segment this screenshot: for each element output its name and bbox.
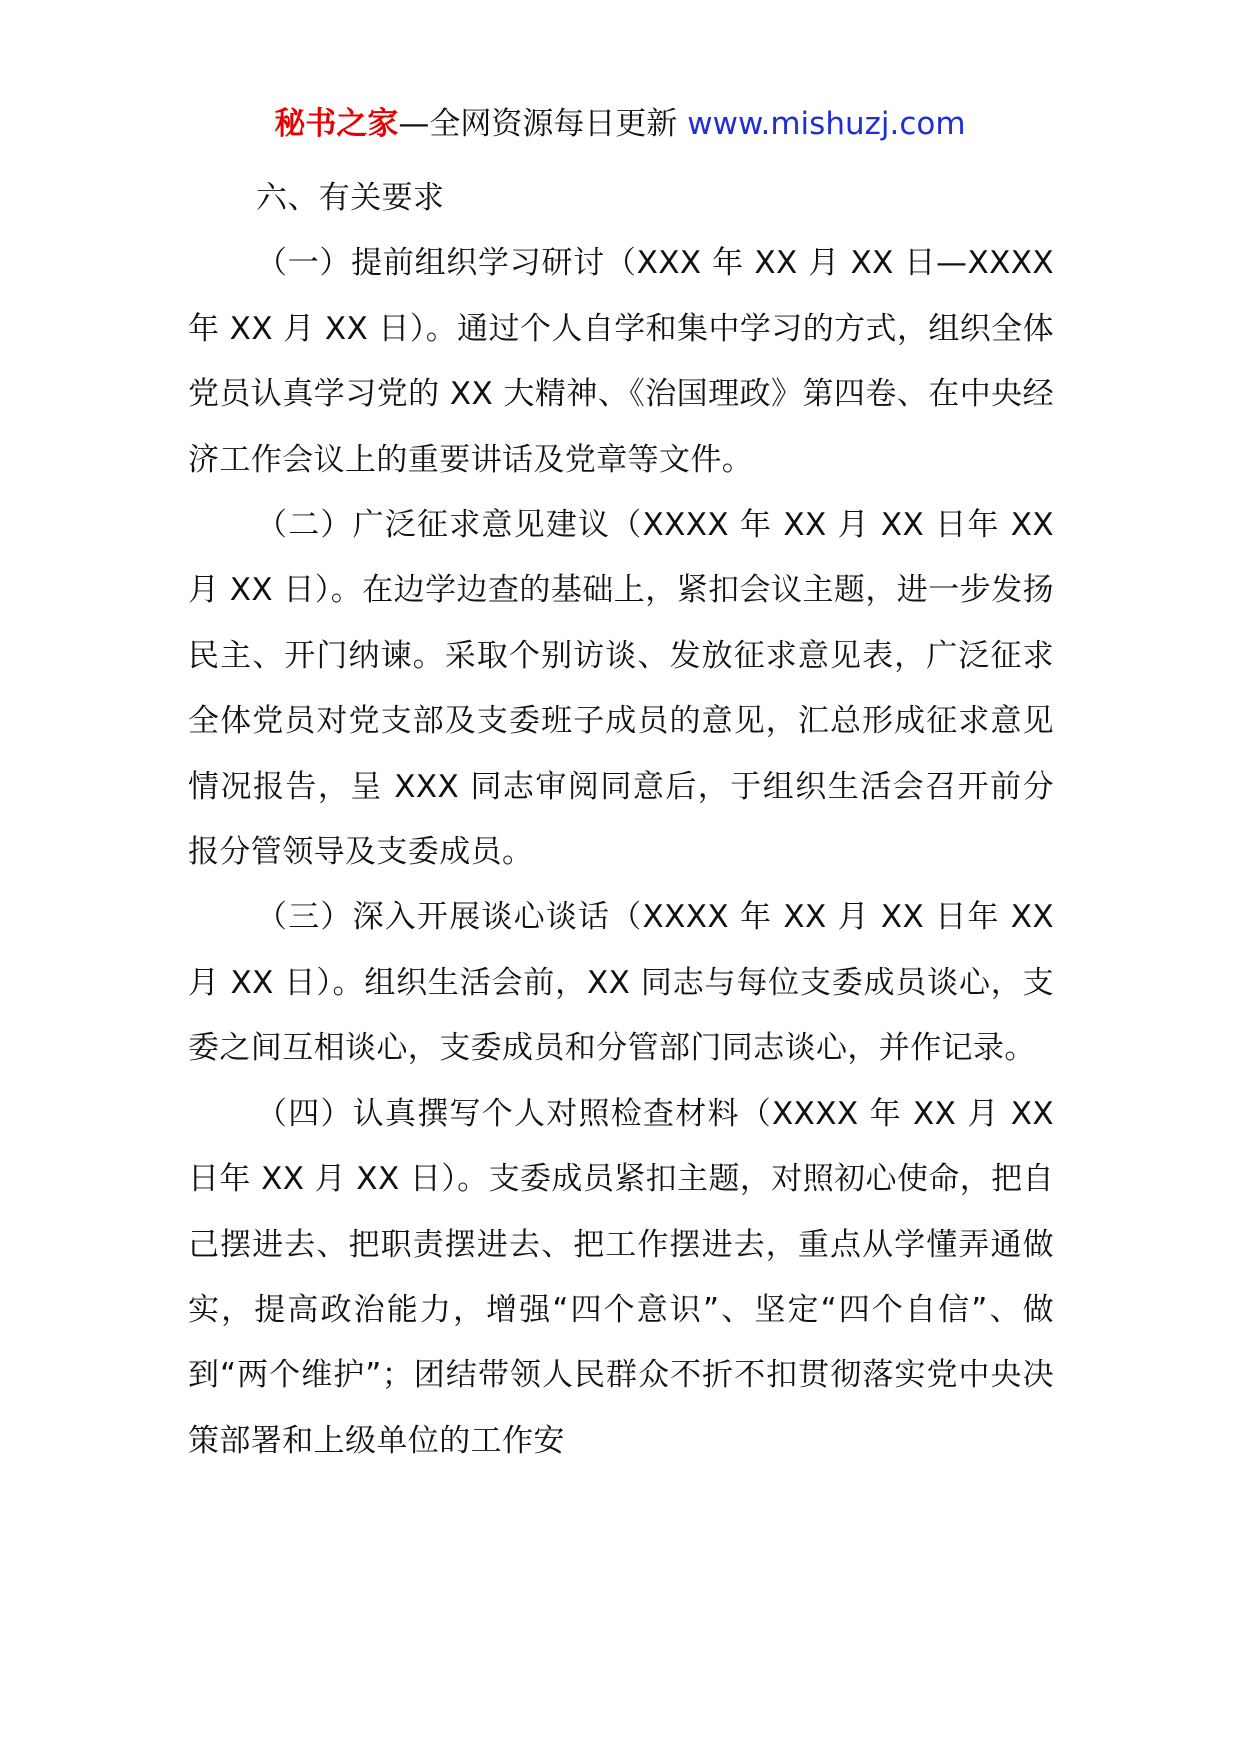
paragraph-opinions: （二）广泛征求意见建议（XXXX 年 XX 月 XX 日年 XX 月 XX 日）。在边学边查的基础上，紧扣会议主题，进一步发扬民主、开门纳谏。采取个别访谈、发放征求意见表，广泛征求全体党员对党支部及支委班子成员的意见，汇总形成征求意见情况报告，呈 XXX 同志审阅同意后，于组织生活会召开前分报分管领导及支委成员。 bbox=[188, 507, 1054, 871]
site-brand: 秘书之家 bbox=[274, 106, 399, 142]
site-slogan: —全网资源每日更新 bbox=[398, 106, 688, 142]
site-url-link[interactable]: www.mishuzj.com bbox=[687, 106, 966, 142]
document-body bbox=[188, 166, 1054, 1474]
section-heading: 六、有关要求 bbox=[256, 180, 445, 216]
paragraph-study: （一）提前组织学习研讨（XXX 年 XX 月 XX 日—XXXX 年 XX 月 XX 日）。通过个人自学和集中学习的方式，组织全体党员认真学习党的 XX 大精神、《治国理政》第四卷、在中央经济工作会议上的重要讲话及党章等文件。 bbox=[188, 245, 1054, 478]
paragraph-self-review: （四）认真撰写个人对照检查材料（XXXX 年 XX 月 XX 日年 XX 月 XX 日）。支委成员紧扣主题，对照初心使命，把自己摆进去、把职责摆进去、把工作摆进去，重点从学懂弄通做实，提高政治能力，增强“四个意识”、坚定“四个自信”、做到“两个维护”；团结带领人民群众不折不扣贯彻落实党中央决策部署和上级单位的工作安 bbox=[188, 1095, 1055, 1459]
site-header bbox=[0, 100, 1240, 148]
paragraph-talks: （三）深入开展谈心谈话（XXXX 年 XX 月 XX 日年 XX 月 XX 日）。组织生活会前，XX 同志与每位支委成员谈心，支委之间互相谈心，支委成员和分管部门同志谈心，并作记录。 bbox=[188, 899, 1054, 1067]
